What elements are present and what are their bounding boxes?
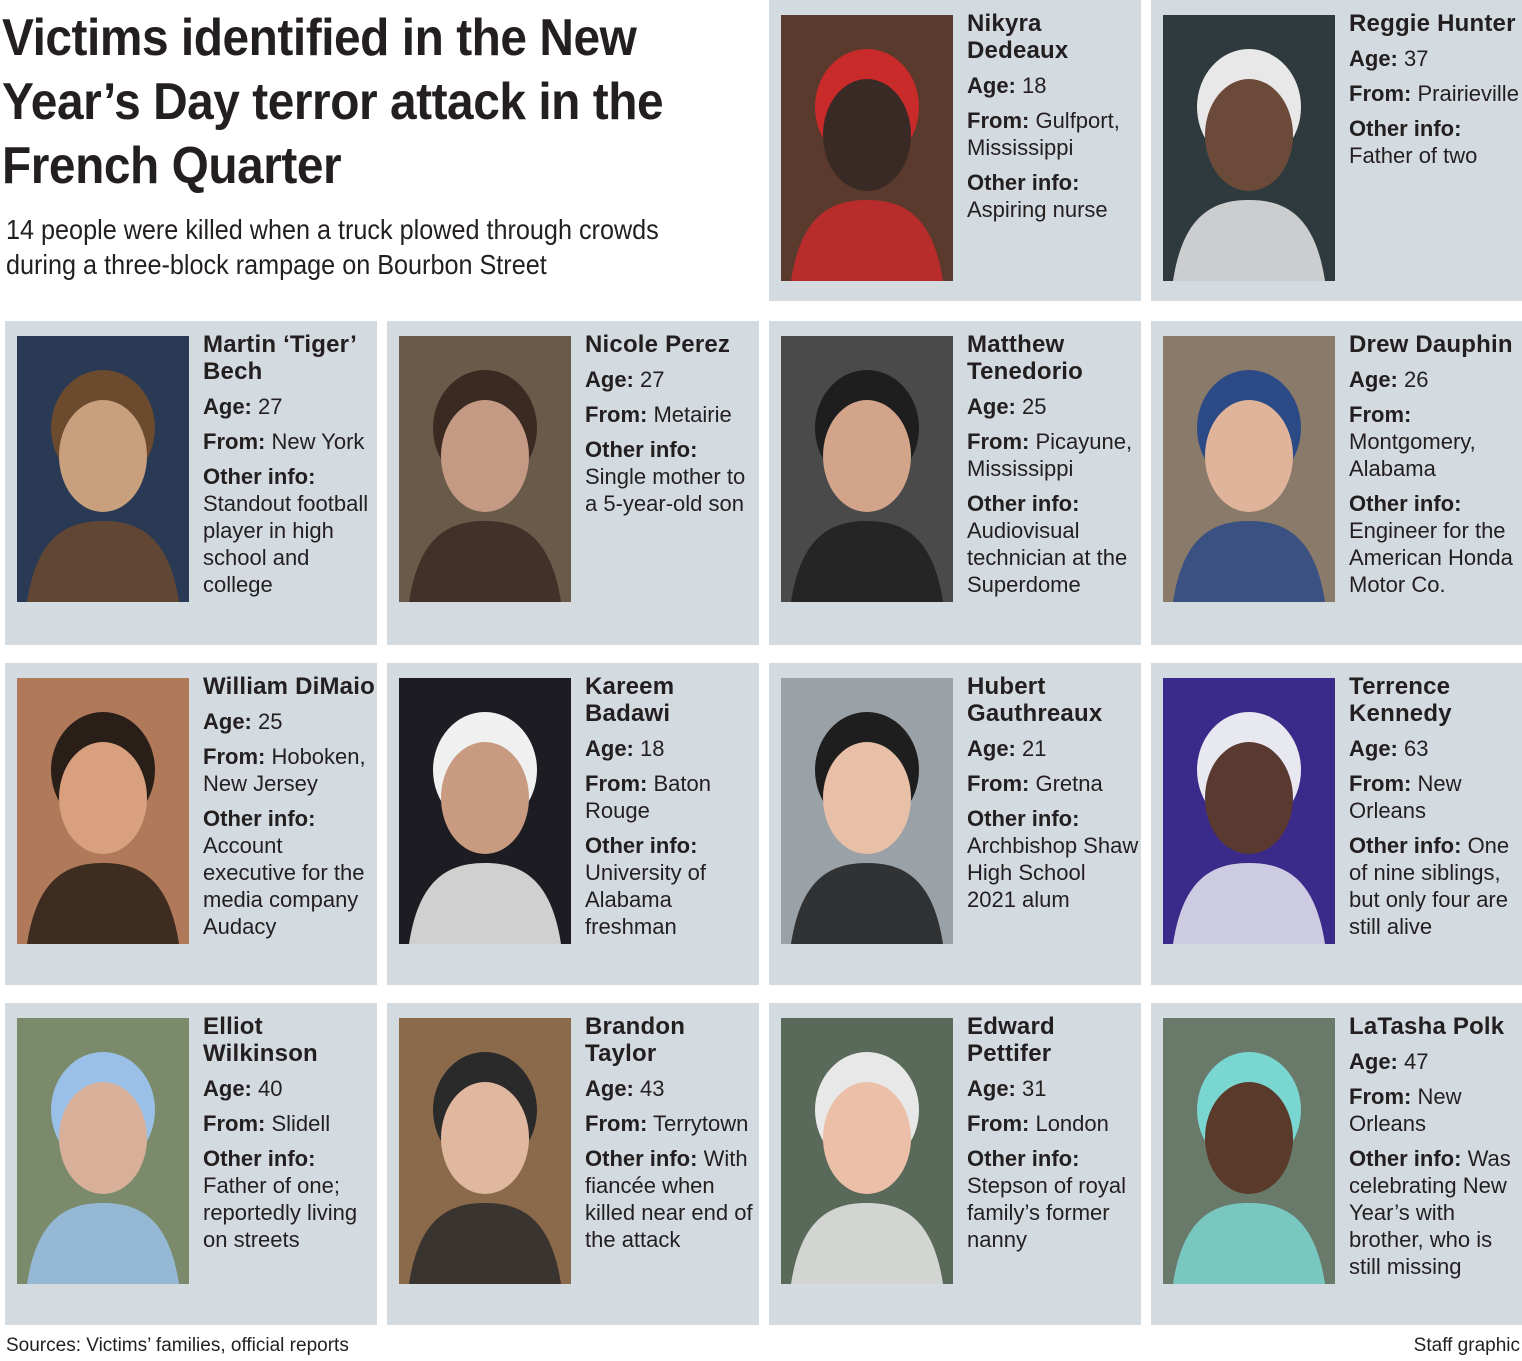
- victim-hometown: [1349, 80, 1521, 107]
- other-label: Other info:: [1349, 833, 1462, 858]
- from-label: From:: [1349, 402, 1412, 427]
- victim-age: [203, 708, 375, 735]
- from-value: Gulfport, Mississippi: [967, 108, 1120, 160]
- victim-card: [769, 663, 1141, 985]
- victim-photo: [399, 678, 571, 944]
- victim-name: Kareem Badawi: [585, 673, 675, 727]
- other-value: Account executive for the media company Audacy: [203, 833, 365, 939]
- victim-card: [1151, 663, 1522, 985]
- age-value: 31: [1022, 1076, 1047, 1101]
- victim-photo: [17, 678, 189, 944]
- victim-age: [1349, 366, 1521, 393]
- victim-other-info: [585, 832, 757, 940]
- age-value: 40: [258, 1076, 283, 1101]
- from-label: From:: [203, 429, 266, 454]
- other-value: Father of two: [1349, 143, 1478, 168]
- victim-name: William DiMaio: [203, 673, 375, 700]
- age-label: Age:: [967, 394, 1016, 419]
- from-label: From:: [967, 771, 1030, 796]
- age-value: 37: [1404, 46, 1429, 71]
- victim-photo: [1163, 1018, 1335, 1284]
- victim-age: [967, 1075, 1139, 1102]
- victim-name: LaTasha Polk: [1349, 1013, 1505, 1040]
- other-value: One of nine siblings, but only four are still alive: [1349, 833, 1510, 939]
- age-label: Age:: [585, 367, 634, 392]
- sources-note: Sources: Victims’ families, official reports: [6, 1335, 349, 1356]
- victim-hometown: [967, 1110, 1139, 1137]
- victim-name: Reggie Hunter: [1349, 10, 1516, 37]
- victim-photo: [781, 1018, 953, 1284]
- from-label: From:: [967, 108, 1030, 133]
- victim-info: [967, 1013, 1139, 1253]
- victim-photo: [1163, 336, 1335, 602]
- victim-card: [5, 663, 377, 985]
- age-label: Age:: [203, 1076, 252, 1101]
- victim-name: Nikyra Dedeaux: [967, 10, 1069, 64]
- victim-other-info: [203, 463, 375, 598]
- victim-card: [5, 1003, 377, 1325]
- victim-info: [1349, 673, 1521, 940]
- age-label: Age:: [1349, 367, 1398, 392]
- victim-info: [585, 331, 757, 517]
- victim-info: [967, 673, 1139, 913]
- headline: Victims identified in the New Year’s Day terror attack in the French Quarter: [2, 9, 664, 195]
- victim-age: [1349, 1048, 1521, 1075]
- victim-name: Matthew Tenedorio: [967, 331, 1084, 385]
- victim-info: [1349, 1013, 1521, 1280]
- from-value: New York: [271, 429, 365, 454]
- age-value: 18: [640, 736, 665, 761]
- from-value: Picayune, Mississippi: [967, 429, 1133, 481]
- victim-other-info: [585, 436, 757, 517]
- other-label: Other info:: [967, 170, 1080, 195]
- victim-info: [203, 1013, 375, 1253]
- other-label: Other info:: [1349, 116, 1462, 141]
- victim-info: [585, 1013, 757, 1253]
- age-value: 21: [1022, 736, 1047, 761]
- other-label: Other info:: [203, 464, 316, 489]
- victim-card: [769, 1003, 1141, 1325]
- from-value: Hoboken, New Jersey: [203, 744, 366, 796]
- age-label: Age:: [585, 736, 634, 761]
- victim-card: [1151, 1003, 1522, 1325]
- victim-card: [1151, 321, 1522, 645]
- other-value: Audiovisual technician at the Superdome: [967, 518, 1128, 597]
- victim-hometown: [585, 770, 757, 824]
- from-value: London: [1035, 1111, 1109, 1136]
- age-label: Age:: [203, 394, 252, 419]
- victim-photo: [17, 1018, 189, 1284]
- victim-info: [967, 331, 1139, 598]
- victim-card: [769, 0, 1141, 301]
- victim-age: [203, 1075, 375, 1102]
- from-value: Metairie: [653, 402, 732, 427]
- victim-age: [585, 366, 757, 393]
- victim-other-info: [967, 169, 1139, 223]
- age-label: Age:: [1349, 46, 1398, 71]
- from-value: Gretna: [1035, 771, 1103, 796]
- victim-other-info: [585, 1145, 757, 1253]
- victim-hometown: [1349, 1083, 1521, 1137]
- other-label: Other info:: [585, 833, 698, 858]
- victim-card: [387, 1003, 759, 1325]
- victim-name: Hubert Gauthreaux: [967, 673, 1103, 727]
- age-label: Age:: [967, 736, 1016, 761]
- victim-name: Nicole Perez: [585, 331, 731, 358]
- victim-hometown: [203, 743, 375, 797]
- victim-info: [585, 673, 757, 940]
- victim-photo: [399, 1018, 571, 1284]
- other-value: University of Alabama freshman: [585, 860, 707, 939]
- victim-card: [387, 321, 759, 645]
- victim-age: [585, 735, 757, 762]
- from-value: Terrytown: [653, 1111, 749, 1136]
- victim-age: [967, 72, 1139, 99]
- victim-age: [1349, 45, 1521, 72]
- victim-name: Drew Dauphin: [1349, 331, 1513, 358]
- other-label: Other info:: [585, 1146, 698, 1171]
- age-label: Age:: [967, 73, 1016, 98]
- other-value: Father of one; reportedly living on streets: [203, 1173, 358, 1252]
- victim-age: [967, 735, 1139, 762]
- from-value: Baton Rouge: [585, 771, 711, 823]
- from-value: Montgomery, Alabama: [1349, 429, 1476, 481]
- other-value: Aspiring nurse: [967, 197, 1108, 222]
- age-label: Age:: [967, 1076, 1016, 1101]
- victim-other-info: [1349, 832, 1521, 940]
- victim-other-info: [1349, 1145, 1521, 1280]
- victim-other-info: [203, 805, 375, 940]
- victim-other-info: [203, 1145, 375, 1253]
- victim-photo: [1163, 15, 1335, 281]
- from-label: From:: [585, 1111, 648, 1136]
- victim-card: [769, 321, 1141, 645]
- victim-info: [203, 673, 375, 940]
- from-label: From:: [1349, 1084, 1412, 1109]
- other-label: Other info:: [1349, 1146, 1462, 1171]
- victim-other-info: [967, 805, 1139, 913]
- age-label: Age:: [203, 709, 252, 734]
- victim-hometown: [967, 770, 1139, 797]
- victim-name: Brandon Taylor: [585, 1013, 686, 1067]
- other-label: Other info:: [203, 806, 316, 831]
- victim-card: [5, 321, 377, 645]
- victim-photo: [781, 678, 953, 944]
- victim-info: [1349, 10, 1521, 169]
- age-label: Age:: [585, 1076, 634, 1101]
- from-label: From:: [203, 1111, 266, 1136]
- victim-hometown: [585, 401, 757, 428]
- from-value: New Orleans: [1349, 1084, 1462, 1136]
- age-label: Age:: [1349, 1049, 1398, 1074]
- other-value: Stepson of royal family’s former nanny: [967, 1173, 1126, 1252]
- victim-info: [203, 331, 375, 598]
- victim-name: Martin ‘Tiger’ Bech: [203, 331, 356, 385]
- victim-hometown: [203, 428, 375, 455]
- other-value: Archbishop Shaw High School 2021 alum: [967, 833, 1139, 912]
- from-value: Prairieville: [1417, 81, 1519, 106]
- other-label: Other info:: [203, 1146, 316, 1171]
- from-label: From:: [585, 402, 648, 427]
- victim-photo: [781, 15, 953, 281]
- from-label: From:: [1349, 771, 1412, 796]
- age-value: 18: [1022, 73, 1047, 98]
- victim-age: [967, 393, 1139, 420]
- from-label: From:: [967, 1111, 1030, 1136]
- victim-hometown: [585, 1110, 757, 1137]
- victim-name: Edward Pettifer: [967, 1013, 1055, 1067]
- age-value: 25: [258, 709, 283, 734]
- other-value: Single mother to a 5-year-old son: [585, 464, 746, 516]
- age-value: 43: [640, 1076, 665, 1101]
- subhead: 14 people were killed when a truck plowed through crowds during a three-block rampage on Bourbon Street: [6, 214, 659, 280]
- victim-age: [585, 1075, 757, 1102]
- victim-photo: [1163, 678, 1335, 944]
- victim-age: [1349, 735, 1521, 762]
- other-value: Engineer for the American Honda Motor Co.: [1349, 518, 1513, 597]
- victim-card: [387, 663, 759, 985]
- other-label: Other info:: [967, 1146, 1080, 1171]
- age-value: 47: [1404, 1049, 1429, 1074]
- victim-info: [967, 10, 1139, 223]
- from-value: Slidell: [271, 1111, 331, 1136]
- victim-name: Elliot Wilkinson: [203, 1013, 318, 1067]
- other-label: Other info:: [1349, 491, 1462, 516]
- victim-other-info: [967, 490, 1139, 598]
- other-value: With fiancée when killed near end of the attack: [585, 1146, 753, 1252]
- other-value: Standout football player in high school and college: [203, 491, 369, 597]
- victim-hometown: [967, 107, 1139, 161]
- other-label: Other info:: [967, 491, 1080, 516]
- victim-other-info: [1349, 490, 1521, 598]
- victim-photo: [781, 336, 953, 602]
- staff-credit: Staff graphic: [1413, 1335, 1520, 1356]
- other-label: Other info:: [585, 437, 698, 462]
- age-value: 26: [1404, 367, 1429, 392]
- age-value: 63: [1404, 736, 1429, 761]
- victim-hometown: [203, 1110, 375, 1137]
- from-label: From:: [203, 744, 266, 769]
- from-label: From:: [967, 429, 1030, 454]
- victim-card: [1151, 0, 1522, 301]
- victim-name: Terrence Kennedy: [1349, 673, 1452, 727]
- victim-age: [203, 393, 375, 420]
- victim-info: [1349, 331, 1521, 598]
- victim-hometown: [1349, 770, 1521, 824]
- age-label: Age:: [1349, 736, 1398, 761]
- other-label: Other info:: [967, 806, 1080, 831]
- age-value: 27: [258, 394, 283, 419]
- victim-other-info: [1349, 115, 1521, 169]
- age-value: 25: [1022, 394, 1047, 419]
- from-value: New Orleans: [1349, 771, 1462, 823]
- from-label: From:: [1349, 81, 1412, 106]
- victim-hometown: [1349, 401, 1521, 482]
- other-value: Was celebrating New Year’s with brother, who is still missing: [1349, 1146, 1511, 1279]
- from-label: From:: [585, 771, 648, 796]
- victim-hometown: [967, 428, 1139, 482]
- age-value: 27: [640, 367, 665, 392]
- victim-photo: [17, 336, 189, 602]
- victim-other-info: [967, 1145, 1139, 1253]
- victim-photo: [399, 336, 571, 602]
